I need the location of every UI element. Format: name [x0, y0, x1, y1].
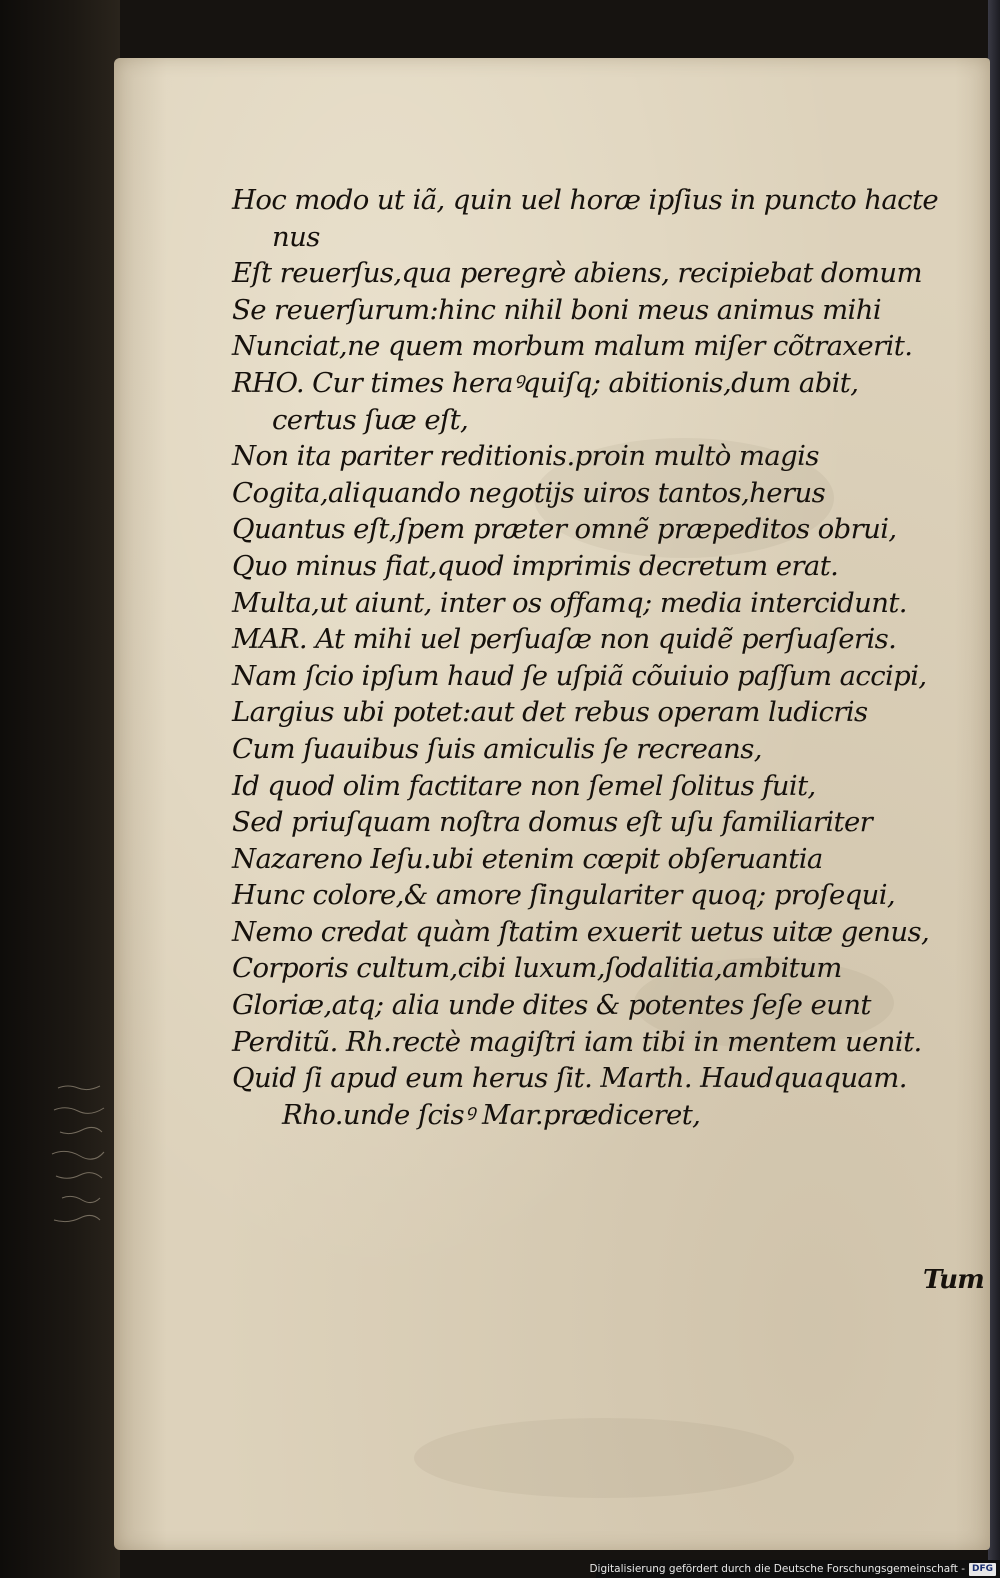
text-line: Non ita pariter reditionis.proin multò magis [232, 440, 819, 473]
text-line: Quid ſi apud eum herus ſit. Marth. Haudquaquam. [232, 1062, 907, 1095]
text-line: Quantus eſt,ſpem præter omnẽ præpeditos obrui, [232, 513, 897, 546]
text-line: Gloriæ,atq; alia unde dites & potentes ſeſe eunt [232, 989, 871, 1022]
digitization-credit-bar [589, 1560, 1000, 1578]
text-line: Se reuerſurum:hinc nihil boni meus animus mihi [232, 293, 882, 326]
catchword: Tum [923, 1265, 984, 1295]
text-line: Perditũ. Rh.rectè magiſtri iam tibi in mentem uenit. [232, 1025, 922, 1058]
text-line: certus ſuæ eſt, [272, 403, 469, 436]
text-line: MAR. At mihi uel perſuaſæ non quidẽ perſuaſeris. [232, 623, 897, 656]
text-line: Largius ubi potet:aut det rebus operam ludicris [232, 696, 868, 729]
text-line: Hoc modo ut iã, quin uel horæ ipſius in puncto hacte [232, 184, 939, 216]
text-line: Multa,ut aiunt, inter os offamq; media intercidunt. [232, 586, 907, 619]
text-line: Nemo credat quàm ſtatim exuerit uetus uitæ genus, [232, 915, 930, 948]
text-line: Hunc colore,& amore ſingulariter quoq; proſequi, [232, 879, 896, 912]
text-line: Quo minus fiat,quod imprimis decretum erat. [232, 549, 839, 582]
text-line: Eſt reuerſus,qua peregrè abiens, recipiebat domum [232, 257, 922, 290]
marginal-pencil-annotation [40, 1070, 120, 1240]
text-line: Cogita,aliquando negotijs uiros tantos,herus [232, 476, 826, 509]
text-line: Rho.unde ſcisꝰ Mar.prædiceret, [282, 1098, 701, 1131]
text-line: Nunciat,ne quem morbum malum miſer cõtraxerit. [232, 330, 913, 363]
text-line: Cum ſuauibus ſuis amiculis ſe recreans, [232, 732, 762, 765]
printed-text-block [232, 182, 992, 1133]
text-line: Nam ſcio ipſum haud ſe uſpiã cõuiuio paſſum accipi, [232, 659, 927, 692]
scan-background-left [0, 0, 120, 1578]
digitization-credit-text: Digitalisierung gefördert durch die Deutsche Forschungsgemeinschaft - [589, 1563, 965, 1575]
text-line: nus [272, 220, 320, 253]
text-line: RHO. Cur times heraꝰquiſq; abitionis,dum abit, [232, 366, 859, 399]
bleed-through-mark [414, 1418, 794, 1498]
text-line: Corporis cultum,cibi luxum,ſodalitia,ambitum [232, 952, 842, 985]
text-line: Nazareno Ieſu.ubi etenim cœpit obſeruantia [232, 842, 823, 875]
dfg-logo: DFG [969, 1563, 996, 1576]
text-line: Id quod olim factitare non ſemel ſolitus fuit, [232, 769, 816, 802]
text-line: Sed priuſquam noſtra domus eſt uſu familiariter [232, 806, 873, 839]
